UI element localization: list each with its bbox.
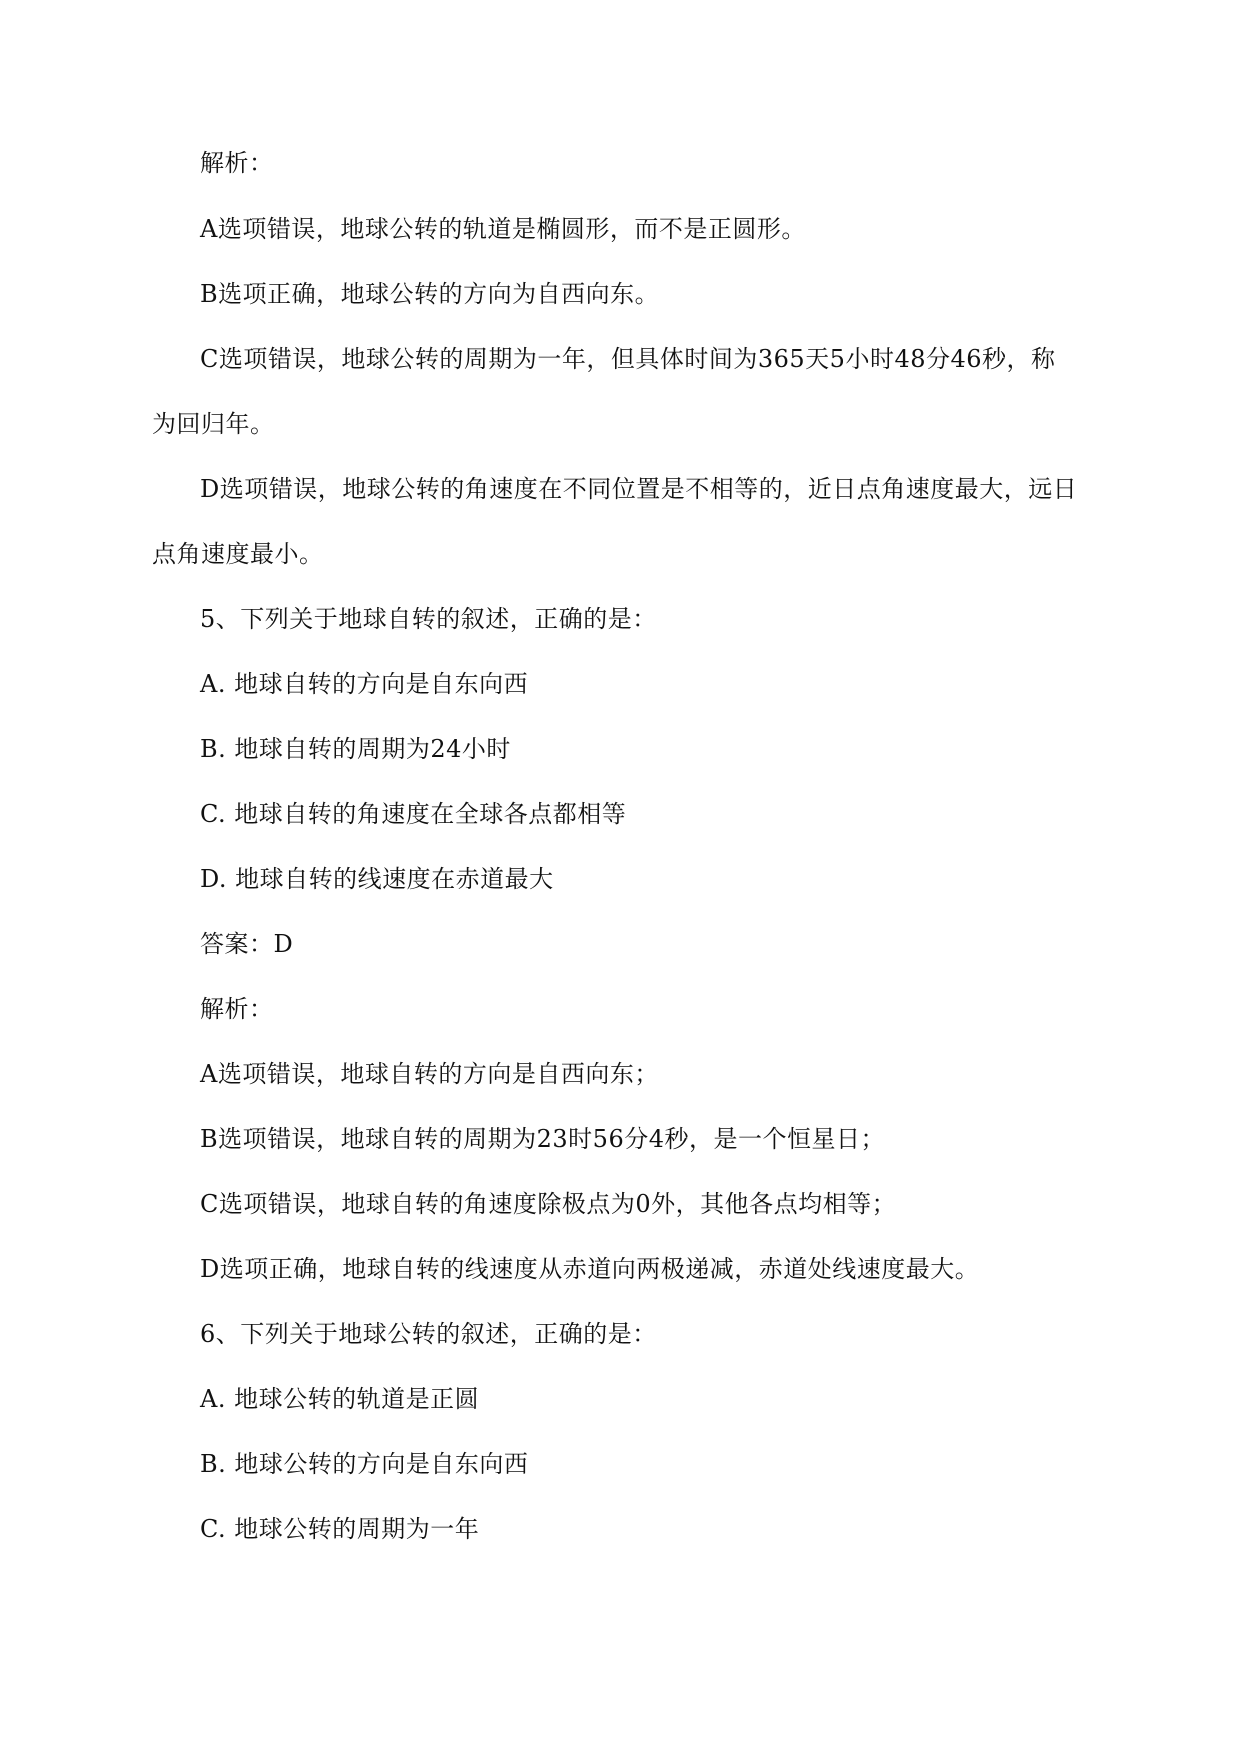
q4-analysis-c-line2: 为回归年。 xyxy=(152,410,275,438)
q5-analysis-c: C选项错误，地球自转的角速度除极点为0外，其他各点均相等； xyxy=(200,1190,897,1218)
q5-option-b: B. 地球自转的周期为24小时 xyxy=(200,735,511,763)
q6-option-c: C. 地球公转的周期为一年 xyxy=(200,1515,480,1543)
q5-analysis-b: B选项错误，地球自转的周期为23时56分4秒，是一个恒星日； xyxy=(200,1125,885,1153)
q5-analysis-a: A选项错误，地球自转的方向是自西向东； xyxy=(200,1060,659,1088)
q5-option-a: A. 地球自转的方向是自东向西 xyxy=(200,670,529,698)
q6-option-a: A. 地球公转的轨道是正圆 xyxy=(200,1385,480,1413)
q5-answer: 答案：D xyxy=(200,930,294,958)
q4-analysis-a: A选项错误，地球公转的轨道是椭圆形，而不是正圆形。 xyxy=(200,215,806,243)
q5-analysis-d: D选项正确，地球自转的线速度从赤道向两极递减，赤道处线速度最大。 xyxy=(200,1255,980,1283)
q6-option-b: B. 地球公转的方向是自东向西 xyxy=(200,1450,529,1478)
q4-analysis-heading: 解析： xyxy=(200,149,274,177)
q5-question: 5、下列关于地球自转的叙述，正确的是： xyxy=(200,605,657,633)
q5-option-d: D. 地球自转的线速度在赤道最大 xyxy=(200,865,554,893)
q5-analysis-heading: 解析： xyxy=(200,995,274,1023)
q5-option-c: C. 地球自转的角速度在全球各点都相等 xyxy=(200,800,627,828)
q6-question: 6、下列关于地球公转的叙述，正确的是： xyxy=(200,1320,657,1348)
q4-analysis-c-line1: C选项错误，地球公转的周期为一年，但具体时间为365天5小时48分46秒，称 xyxy=(200,345,1056,373)
q4-analysis-d-line2: 点角速度最小。 xyxy=(152,540,324,568)
q4-analysis-b: B选项正确，地球公转的方向为自西向东。 xyxy=(200,280,660,308)
q4-analysis-d-line1: D选项错误，地球公转的角速度在不同位置是不相等的，近日点角速度最大，远日 xyxy=(200,475,1078,503)
